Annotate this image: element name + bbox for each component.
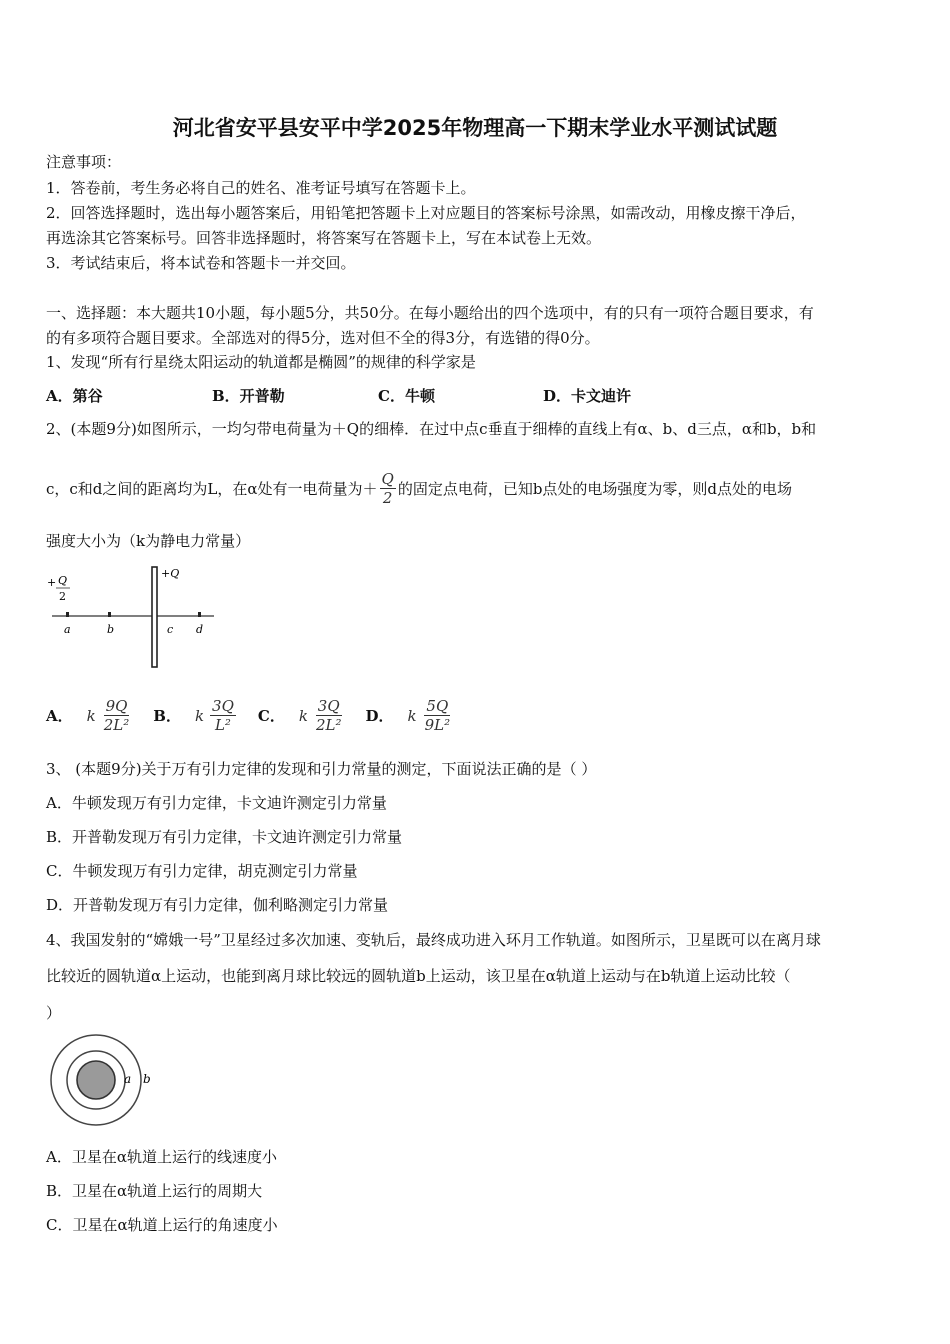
q3-option-d: D．开普勒发现万有引力定律，伽利略测定引力常量 (46, 896, 389, 914)
option-fraction (210, 697, 236, 734)
q3-option-b: B．开普勒发现万有引力定律，卡文迪许测定引力常量 (46, 828, 403, 846)
option-fraction (423, 697, 453, 734)
option-letter: D． (365, 706, 394, 725)
option-k: k (298, 706, 308, 725)
q2-option-c (258, 697, 346, 734)
point-b-label: b (107, 623, 115, 636)
fraction-denominator: L² (214, 716, 231, 734)
point-a-label: a (64, 623, 71, 636)
fraction-numerator: 5Q (426, 697, 449, 715)
point-a-marker (66, 612, 69, 617)
page-title: 河北省安平县安平中学2025年物理高一下期末学业水平测试试题 (172, 116, 778, 140)
q1-stem: 1、发现“所有行星绕太阳运动的轨道都是椭圆”的规律的科学家是 (46, 353, 476, 371)
q4-option-c: C．卫星在α轨道上运行的角速度小 (46, 1216, 278, 1234)
q4-line-3: ） (46, 1004, 62, 1022)
q3-option-a: A．牛顿发现万有引力定律，卡文迪许测定引力常量 (46, 794, 387, 812)
notice-item-1: 1．答卷前，考生务必将自己的姓名、准考证号填写在答题卡上。 (46, 179, 476, 197)
point-d-marker (198, 612, 201, 617)
rod-charge-label: +Q (161, 567, 180, 580)
notice-item-2-cont: 再选涂其它答案标号。回答非选择题时，将答案写在答题卡上，写在本试卷上无效。 (46, 229, 602, 247)
q2-rod-diagram (44, 562, 224, 674)
section-intro-1: 一、选择题：本大题共10小题，每小题5分，共50分。在每小题给出的四个选项中，有的只有一项符合题目要求，有 (46, 304, 814, 322)
fraction-denominator: 2 (382, 489, 393, 507)
orbit-b-label: b (143, 1072, 151, 1086)
point-c-label: c (167, 623, 174, 636)
q4-line-2: 比较近的圆轨道α上运动，也能到离月球比较远的圆轨道b上运动，该卫星在α轨道上运动与在b轨道上运动比较（ (46, 967, 791, 985)
fraction-numerator: Q (381, 470, 394, 488)
q2-charge-fraction (380, 470, 396, 507)
option-k: k (194, 706, 205, 725)
q2-line-2-post: 的固定点电荷，已知b点处的电场强度为零，则d点处的电场 (397, 479, 793, 498)
fraction-denominator: 9L² (424, 716, 451, 734)
option-letter: A． (46, 706, 73, 725)
q2-option-a (46, 697, 133, 734)
option-letter: B． (153, 706, 181, 725)
option-k: k (86, 706, 96, 725)
notice-heading: 注意事项： (46, 153, 122, 171)
point-charge-plus: + (47, 576, 57, 589)
point-charge-denominator: 2 (59, 590, 66, 603)
q1-option-d: D．卡文迪许 (543, 387, 632, 405)
q4-orbit-diagram (44, 1030, 159, 1132)
option-fraction (314, 697, 344, 734)
fraction-denominator: 2L² (315, 716, 342, 734)
q2-option-b (153, 697, 238, 734)
point-charge-numerator: Q (58, 574, 68, 587)
fraction-numerator: 3Q (212, 697, 234, 715)
q4-line-1: 4、我国发射的“嫦娥一号”卫星经过多次加速、变轨后，最终成功进入环月工作轨道。如图所示，卫星既可以在离月球 (46, 931, 821, 949)
q4-option-a: A．卫星在α轨道上运行的线速度小 (46, 1148, 277, 1166)
q2-line-3: 强度大小为（k为静电力常量） (46, 532, 251, 550)
q2-option-d (365, 697, 454, 734)
charged-rod (152, 567, 157, 667)
notice-item-3: 3．考试结束后，将本试卷和答题卡一并交回。 (46, 254, 356, 272)
q2-line-2-pre: c，c和d之间的距离均为L，在α处有一电荷量为＋ (46, 479, 378, 498)
q2-line-2 (46, 470, 792, 507)
q4-option-b: B．卫星在α轨道上运行的周期大 (46, 1182, 263, 1200)
point-d-label: d (196, 623, 204, 636)
q1-option-b: B．开普勒 (212, 387, 285, 405)
option-k: k (407, 706, 417, 725)
fraction-numerator: 9Q (105, 697, 128, 715)
q1-option-c: C．牛顿 (378, 387, 435, 405)
option-letter: C． (257, 706, 285, 725)
fraction-denominator: 2L² (103, 716, 130, 734)
notice-item-2: 2．回答选择题时，选出每小题答案后，用铅笔把答题卡上对应题目的答案标号涂黑，如需改动，用橡皮擦干净后， (46, 204, 806, 222)
q2-options (46, 697, 474, 734)
q3-stem: 3、 (本题9分)关于万有引力定律的发现和引力常量的测定，下面说法正确的是（ ） (46, 760, 597, 778)
option-fraction (102, 697, 132, 734)
q1-option-a: A．第谷 (46, 387, 103, 405)
point-b-marker (108, 612, 111, 617)
fraction-numerator: 3Q (317, 697, 340, 715)
orbit-a-label: a (124, 1072, 132, 1086)
q3-option-c: C．牛顿发现万有引力定律，胡克测定引力常量 (46, 862, 358, 880)
section-intro-2: 的有多项符合题目要求。全部选对的得5分，选对但不全的得3分，有选错的得0分。 (46, 329, 600, 347)
q2-line-1: 2、(本题9分)如图所示，一均匀带电荷量为＋Q的细棒．在过中点c垂直于细棒的直线上有α、b、d三点，α和b，b和 (46, 420, 817, 438)
moon (77, 1061, 115, 1099)
